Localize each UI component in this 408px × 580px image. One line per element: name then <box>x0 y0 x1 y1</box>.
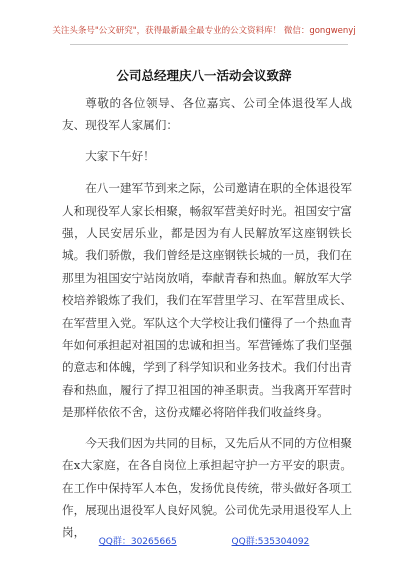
body-paragraph-2: 今天我们因为共同的目标，又先后从不同的方位相聚在x大家庭，在各自岗位上承担起守护一方平安的职责。在工作中保持军人本色，发扬优良传统，带头做好各项工作，展现出退役军人良好风貌。公司优先录用退役军人上岗， <box>62 435 352 540</box>
document-body <box>62 92 352 552</box>
header-divider <box>70 44 348 45</box>
header-promo-note: 关注头条号"公文研究"，获得最新最全最专业的公文资料库！ 微信：gongwenyj <box>52 26 356 36</box>
qq-group-link-1[interactable]: QQ群：30265665 <box>98 537 177 547</box>
body-paragraph-1: 在八一建军节到来之际，公司邀请在职的全体退役军人和现役军人家长相聚，畅叙军营美好时光。祖国安宁富强，人民安居乐业，都是因为有人民解放军这座钢铁长城。我们骄傲，我们曾经是这座钢铁长城的一员，我们在那里为祖国安宁站岗放哨，奉献青春和热血。解放军大学校培养锻炼了我们，我们在军营里学习、在军营里成长、在军营里入党。军队这个大学校让我们懂得了一个热血青年如何承担起对祖国的忠诚和担当。军营锤炼了我们坚强的意志和体魄，学到了科学知识和业务技术。我们付出青春和热血，履行了捍卫祖国的神圣职责。当我离开军营时是那样依依不舍，这份戎耀必将陪伴我们收益终身。 <box>62 181 352 420</box>
salutation-paragraph: 尊敬的各位领导、各位嘉宾、公司全体退役军人战友、现役军人家属们： <box>62 96 352 133</box>
document-title: 公司总经理庆八一活动会议致辞 <box>116 68 292 83</box>
qq-group-link-2[interactable]: QQ群:535304092 <box>231 537 310 547</box>
footer-contact <box>0 534 408 547</box>
greeting-paragraph: 大家下午好！ <box>85 148 155 163</box>
